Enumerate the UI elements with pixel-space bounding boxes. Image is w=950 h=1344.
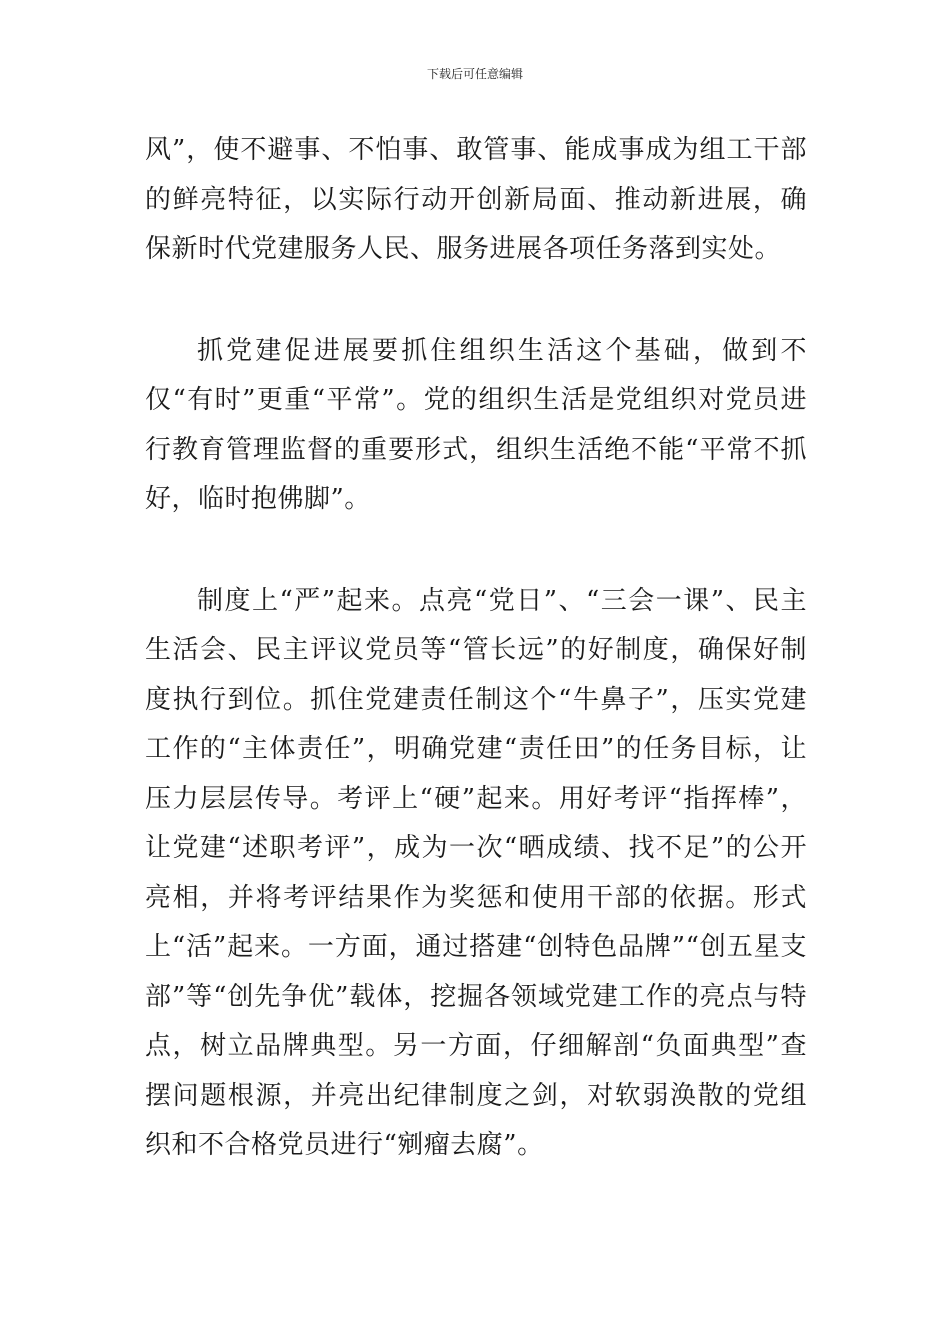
paragraph-spacer <box>145 525 807 577</box>
paragraph-1: 风”，使不避事、不怕事、敢管事、能成事成为组工干部的鲜亮特征，以实际行动开创新局面、推动新进展，确保新时代党建服务人民、服务进展各项任务落到实处。 <box>145 135 807 264</box>
paragraph-3: 制度上“严”起来。点亮“党日”、“三会一课”、民主生活会、民主评议党员等“管长远”的好制度，确保好制度执行到位。抓住党建责任制这个“牛鼻子”，压实党建工作的“主体责任”，明确党建“责任田”的任务目标，让压力层层传导。考评上“硬”起来。用好考评“指挥棒”，让党建“述职考评”，成为一次“晒成绩、找不足”的公开亮相，并将考评结果作为奖惩和使用干部的依据。形式上“活”起来。一方面，通过搭建“创特色品牌”“创五星支部”等“创先争优”载体，挖掘各领域党建工作的亮点与特点，树立品牌典型。另一方面，仔细解剖“负面典型”查摆问题根源，并亮出纪律制度之剑，对软弱涣散的党组织和不合格党员进行“剜瘤去腐”。 <box>145 585 807 1160</box>
header-note: 下载后可任意编辑 <box>426 67 523 81</box>
paragraph-spacer <box>145 275 807 327</box>
document-body <box>145 126 807 1171</box>
paragraph-2: 抓党建促进展要抓住组织生活这个基础，做到不仅“有时”更重“平常”。党的组织生活是党组织对党员进行教育管理监督的重要形式，组织生活绝不能“平常不抓好，临时抱佛脚”。 <box>145 335 807 514</box>
